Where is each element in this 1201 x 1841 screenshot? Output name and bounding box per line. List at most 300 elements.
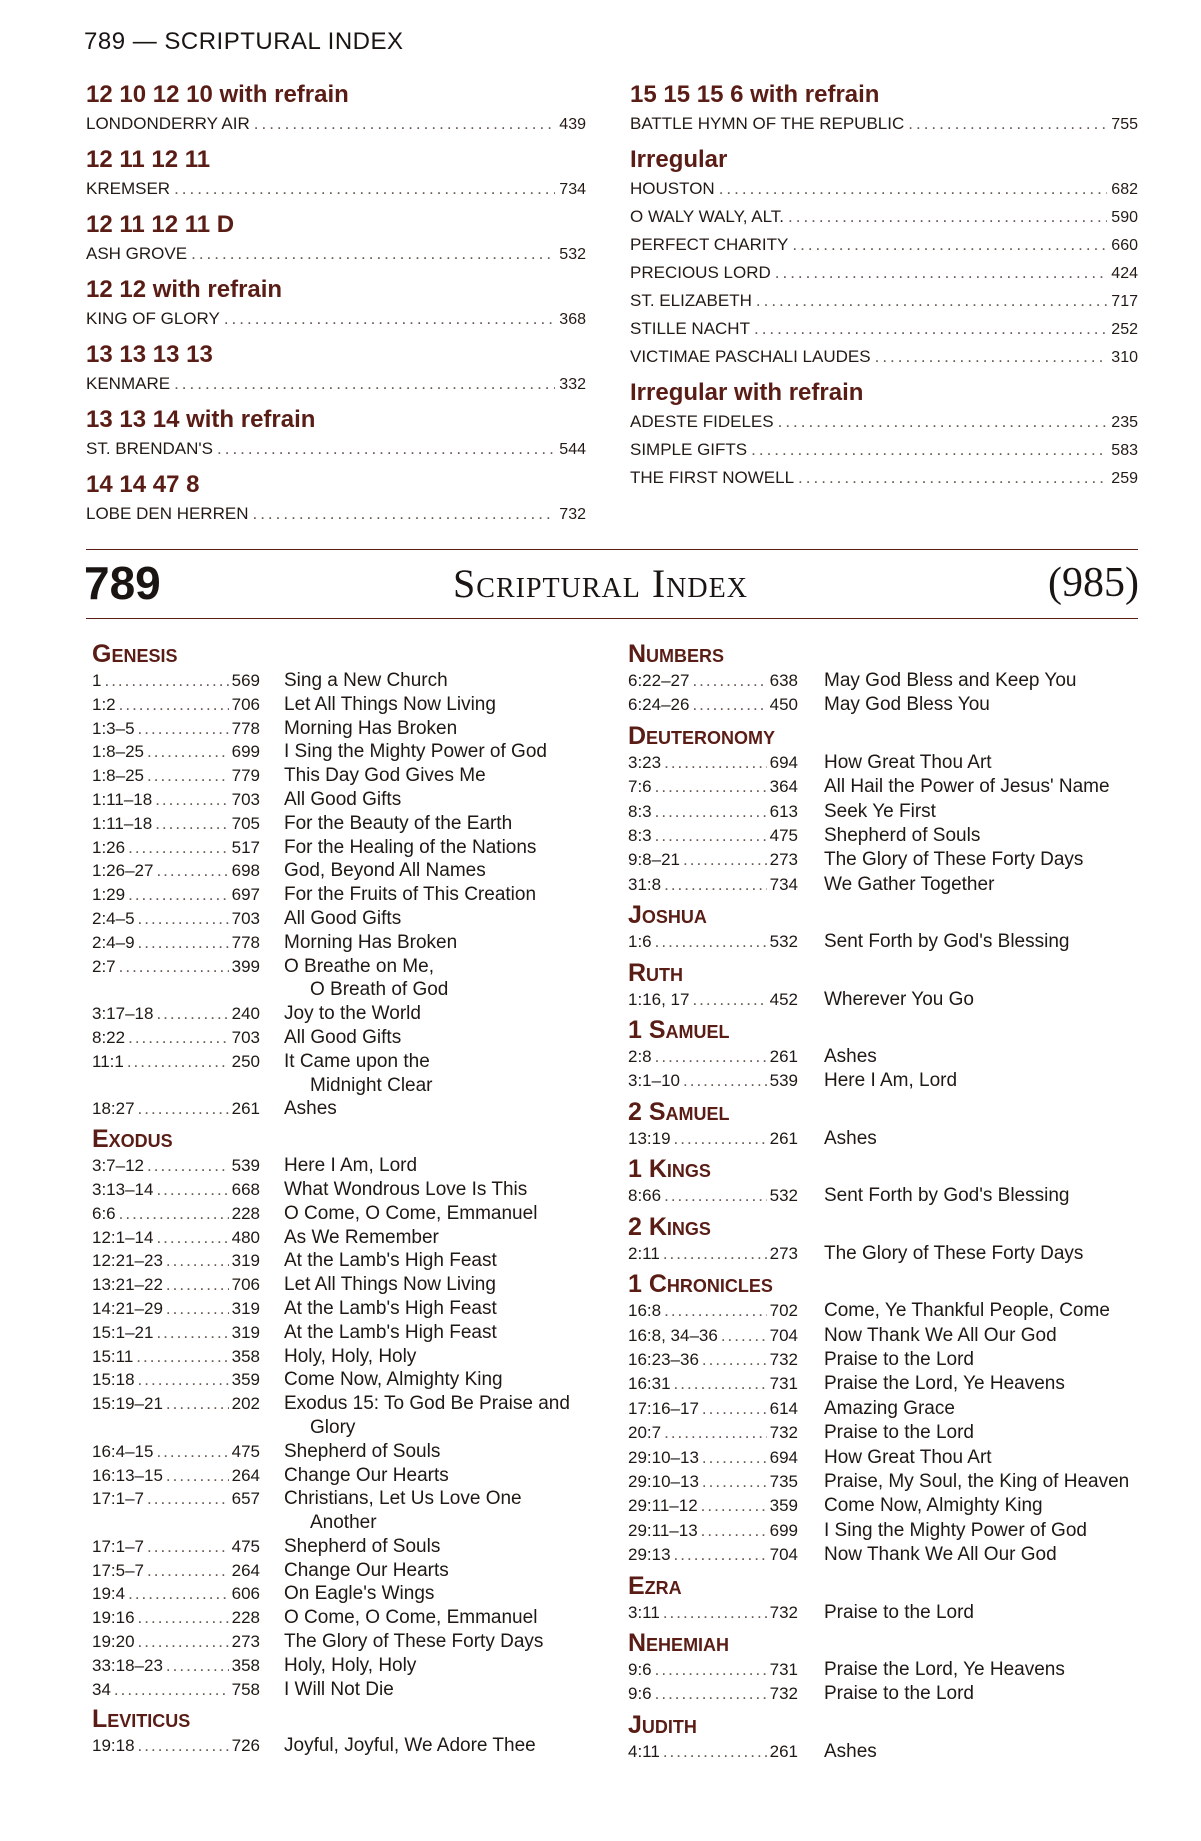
book-heading: 1 Samuel xyxy=(628,1016,730,1045)
hymn-title-line: Praise to the Lord xyxy=(824,1422,974,1444)
hymn-title-line: Praise the Lord, Ye Heavens xyxy=(824,1658,1065,1680)
scripture-reference: 15:18 xyxy=(92,1370,135,1390)
scripture-reference: 29:13 xyxy=(628,1545,671,1565)
tune-name: ST. BRENDAN'S xyxy=(86,439,213,458)
leader-dots xyxy=(128,1026,229,1050)
leader-dots xyxy=(155,812,228,836)
leader-dots xyxy=(798,464,1107,491)
tune-row xyxy=(630,436,1138,464)
hymn-number: 638 xyxy=(769,671,798,690)
index-entry xyxy=(628,1740,1148,1764)
leader-dots xyxy=(778,408,1108,435)
hymn-number: 699 xyxy=(769,1520,798,1540)
reference-cell xyxy=(92,1368,260,1392)
scripture-reference: 9:6 xyxy=(628,1684,652,1704)
scripture-reference: 19:18 xyxy=(92,1736,135,1756)
reference-cell xyxy=(628,848,798,872)
reference-cell xyxy=(92,859,260,883)
leader-dots xyxy=(138,1368,229,1392)
scripture-reference: 1:2 xyxy=(92,694,116,714)
hymn-title-line: It Came upon the xyxy=(284,1050,430,1072)
leader-dots xyxy=(655,1658,767,1682)
hymn-title-line: At the Lamb's High Feast xyxy=(284,1250,497,1272)
scripture-reference: 2:11 xyxy=(628,1243,660,1263)
hymn-title xyxy=(260,1487,592,1535)
leader-dots xyxy=(156,1178,228,1202)
scripture-reference: 33:18–23 xyxy=(92,1655,163,1675)
hymn-title-line: Now Thank We All Our God xyxy=(824,1544,1057,1566)
hymn-number: 358 xyxy=(231,1346,260,1366)
reference-cell xyxy=(628,1421,798,1445)
reference-cell xyxy=(628,988,798,1012)
meter-group xyxy=(630,378,1138,492)
scripture-reference: 16:23–36 xyxy=(628,1349,699,1369)
hymn-number: 450 xyxy=(769,695,798,715)
tune-name: VICTIMAE PASCHALI LAUDES xyxy=(630,347,871,366)
hymn-title xyxy=(260,1178,592,1202)
tune-row xyxy=(630,464,1138,492)
leader-dots xyxy=(664,1299,767,1323)
scripture-reference: 17:5–7 xyxy=(92,1560,144,1580)
hymn-title-line: Come, Ye Thankful People, Come xyxy=(824,1300,1110,1322)
scripture-reference: 8:22 xyxy=(92,1027,126,1047)
reference-cell xyxy=(92,883,260,907)
scripture-reference: 3:17–18 xyxy=(92,1004,154,1024)
leader-dots xyxy=(166,1273,229,1297)
hymn-number: 252 xyxy=(1111,321,1138,338)
hymn-number: 699 xyxy=(231,742,260,762)
reference-cell xyxy=(628,693,798,717)
hymn-title xyxy=(260,1202,592,1226)
hymn-number: 259 xyxy=(1111,470,1138,487)
tune-name: KREMSER xyxy=(86,179,171,198)
index-entry xyxy=(92,1559,592,1583)
scripture-reference: 1:16, 17 xyxy=(628,989,690,1009)
index-entry xyxy=(628,988,1148,1012)
index-entry xyxy=(92,955,592,1003)
meter-heading: Irregular with refrain xyxy=(630,379,864,406)
index-entry xyxy=(628,848,1148,872)
hymn-title xyxy=(798,1446,1148,1470)
leader-dots xyxy=(775,259,1108,286)
meter-heading: 12 12 with refrain xyxy=(86,276,283,303)
tune-name: ST. ELIZABETH xyxy=(630,291,752,310)
scripture-reference: 6:24–26 xyxy=(628,695,690,715)
hymn-title xyxy=(260,1026,592,1050)
hymn-title-line: Ashes xyxy=(824,1740,877,1762)
hymn-number: 731 xyxy=(769,1374,798,1394)
reference-cell xyxy=(92,1392,260,1416)
hymn-title xyxy=(260,1050,592,1098)
leader-dots xyxy=(701,1494,767,1518)
reference-cell xyxy=(628,1324,798,1348)
hymn-number: 364 xyxy=(769,777,798,797)
reference-cell xyxy=(92,931,260,955)
hymn-title-line: Come Now, Almighty King xyxy=(824,1495,1043,1517)
hymn-title xyxy=(798,1127,1148,1151)
hymn-title-line: Sing a New Church xyxy=(284,670,448,691)
index-entry xyxy=(92,1050,592,1098)
reference-cell xyxy=(92,1464,260,1488)
hymn-title xyxy=(260,1273,592,1297)
scripture-reference: 3:23 xyxy=(628,752,662,772)
index-entry xyxy=(92,883,592,907)
hymn-title xyxy=(260,1535,592,1559)
leader-dots xyxy=(128,836,229,860)
scripture-reference: 1 xyxy=(92,671,102,690)
hymn-title-line: I Sing the Mighty Power of God xyxy=(284,741,547,763)
meter-index-right-column xyxy=(630,80,1138,499)
hymn-number: 694 xyxy=(769,752,798,772)
index-entry xyxy=(92,1368,592,1392)
scripture-reference: 16:4–15 xyxy=(92,1441,154,1461)
hymn-title-line: Here I Am, Lord xyxy=(284,1155,418,1177)
hymn-number: 228 xyxy=(231,1203,260,1223)
scripture-reference: 16:13–15 xyxy=(92,1465,163,1485)
tune-name: STILLE NACHT xyxy=(630,319,750,338)
hymn-title xyxy=(798,1740,1148,1764)
scripture-reference: 6:22–27 xyxy=(628,671,690,690)
hymn-number: 359 xyxy=(231,1370,260,1390)
hymn-title xyxy=(798,1470,1148,1494)
hymn-number: 264 xyxy=(231,1560,260,1580)
leader-dots xyxy=(147,1535,229,1559)
hymn-title xyxy=(260,1654,592,1678)
scripture-reference: 20:7 xyxy=(628,1423,662,1443)
scripture-reference: 29:11–13 xyxy=(628,1520,698,1540)
hymn-title-line: Holy, Holy, Holy xyxy=(284,1345,417,1367)
reference-cell xyxy=(92,1345,260,1369)
hymn-title xyxy=(260,1734,592,1758)
tune-name: BATTLE HYMN OF THE REPUBLIC xyxy=(630,114,905,133)
hymn-number: 660 xyxy=(1111,237,1138,254)
index-entry xyxy=(92,1582,592,1606)
hymn-title-line: All Good Gifts xyxy=(284,1026,402,1048)
index-entry xyxy=(628,800,1148,824)
index-entry xyxy=(92,1202,592,1226)
scripture-reference: 9:8–21 xyxy=(628,850,680,870)
scripture-reference: 1:26 xyxy=(92,837,126,857)
hymn-title-line: O Come, O Come, Emmanuel xyxy=(284,1607,538,1629)
leader-dots xyxy=(217,435,555,462)
reference-cell xyxy=(628,1184,798,1208)
hymn-title-line: Sent Forth by God's Blessing xyxy=(824,931,1070,953)
hymn-title xyxy=(798,669,1148,693)
leader-dots xyxy=(147,1487,229,1511)
book-heading: 1 Kings xyxy=(628,1155,711,1184)
reference-cell xyxy=(628,1519,798,1543)
index-entry xyxy=(92,1097,592,1121)
reference-cell xyxy=(628,1470,798,1494)
index-entry xyxy=(628,1519,1148,1543)
hymn-title-line: God, Beyond All Names xyxy=(284,860,486,882)
hymn-number: 694 xyxy=(769,1447,798,1467)
hymn-title xyxy=(260,1392,592,1440)
index-entry xyxy=(628,1242,1148,1266)
leader-dots xyxy=(147,1559,229,1583)
scripture-reference: 6:6 xyxy=(92,1203,116,1223)
meter-group xyxy=(86,80,586,138)
hymn-number: 240 xyxy=(231,1004,260,1024)
section-bottom-rule xyxy=(86,618,1138,619)
scripture-left-column xyxy=(92,636,592,1758)
hymn-number: 705 xyxy=(231,813,260,833)
hymn-title xyxy=(260,1464,592,1488)
scripture-reference: 19:16 xyxy=(92,1608,135,1628)
tune-row xyxy=(630,175,1138,203)
reference-cell xyxy=(92,1535,260,1559)
scripture-reference: 1:29 xyxy=(92,885,126,905)
tune-name: KENMARE xyxy=(86,374,171,393)
scripture-reference: 2:4–9 xyxy=(92,932,135,952)
scripture-right-column xyxy=(628,636,1148,1764)
hymn-title-line: Ashes xyxy=(824,1127,877,1149)
scripture-reference: 13:19 xyxy=(628,1128,671,1148)
hymn-title-line: All Good Gifts xyxy=(284,788,402,810)
reference-cell xyxy=(628,800,798,824)
leader-dots xyxy=(156,1321,228,1345)
leader-dots xyxy=(166,1249,229,1273)
leader-dots xyxy=(692,988,766,1012)
hymn-number: 703 xyxy=(231,1027,260,1047)
leader-dots xyxy=(683,1069,767,1093)
section-title: Scriptural Index xyxy=(453,561,748,606)
reference-cell xyxy=(92,717,260,741)
hymn-title xyxy=(798,1324,1148,1348)
hymn-title-line: For the Beauty of the Earth xyxy=(284,812,513,834)
reference-cell xyxy=(92,1050,260,1074)
hymn-number: 532 xyxy=(769,932,798,952)
tune-row xyxy=(630,203,1138,231)
leader-dots xyxy=(155,788,228,812)
book-heading: Ezra xyxy=(628,1571,682,1600)
scripture-reference: 2:4–5 xyxy=(92,908,135,928)
leader-dots xyxy=(664,873,767,897)
hymn-number: 228 xyxy=(231,1608,260,1628)
hymn-number: 778 xyxy=(231,932,260,952)
reference-cell xyxy=(628,824,798,848)
leader-dots xyxy=(663,1740,767,1764)
reference-cell xyxy=(92,1678,260,1702)
index-entry xyxy=(92,1678,592,1702)
tune-row xyxy=(86,175,586,203)
hymn-number: 273 xyxy=(769,850,798,870)
index-entry xyxy=(92,907,592,931)
hymn-number: 310 xyxy=(1111,349,1138,366)
hymn-title xyxy=(260,669,592,693)
tune-row xyxy=(86,500,586,528)
scripture-reference: 14:21–29 xyxy=(92,1298,163,1318)
leader-dots xyxy=(756,287,1107,314)
leader-dots xyxy=(663,1242,767,1266)
leader-dots xyxy=(702,1348,767,1372)
scripture-reference: 3:13–14 xyxy=(92,1179,154,1199)
index-entry xyxy=(92,1297,592,1321)
reference-cell xyxy=(92,955,260,979)
hymn-title-line: Wherever You Go xyxy=(824,988,974,1010)
hymn-title xyxy=(798,930,1148,954)
hymn-number: 732 xyxy=(559,506,586,523)
scripture-reference: 15:1–21 xyxy=(92,1322,154,1342)
hymn-title-line: Christians, Let Us Love One xyxy=(284,1488,522,1510)
hymn-number: 319 xyxy=(231,1322,260,1342)
hymn-number: 590 xyxy=(1111,209,1138,226)
book-heading: Nehemiah xyxy=(628,1628,730,1657)
hymn-title-line: Ashes xyxy=(824,1046,877,1068)
hymn-title-line: At the Lamb's High Feast xyxy=(284,1297,497,1319)
reference-cell xyxy=(92,1321,260,1345)
hymn-title xyxy=(260,1154,592,1178)
scripture-reference: 2:8 xyxy=(628,1047,652,1067)
leader-dots xyxy=(702,1446,767,1470)
hymn-title xyxy=(260,693,592,717)
book-heading: Joshua xyxy=(628,901,707,930)
section-top-rule xyxy=(86,549,1138,550)
leader-dots xyxy=(655,800,767,824)
leader-dots xyxy=(683,848,767,872)
hymn-title-line: Exodus 15: To God Be Praise and xyxy=(284,1393,570,1415)
hymn-title xyxy=(798,1045,1148,1069)
hymn-title xyxy=(260,717,592,741)
hymn-title-line: Praise to the Lord xyxy=(824,1348,974,1370)
index-entry xyxy=(628,1397,1148,1421)
index-entry xyxy=(92,859,592,883)
tune-row xyxy=(630,287,1138,315)
book-heading: Genesis xyxy=(92,640,178,668)
reference-cell xyxy=(628,930,798,954)
leader-dots xyxy=(147,740,229,764)
reference-cell xyxy=(92,1026,260,1050)
meter-group xyxy=(86,405,586,463)
hymn-title xyxy=(798,1242,1148,1266)
hymn-title-line: Change Our Hearts xyxy=(284,1464,449,1486)
scripture-reference: 1:6 xyxy=(628,932,652,952)
reference-cell xyxy=(92,1002,260,1026)
hymn-title-line: Change Our Hearts xyxy=(284,1559,449,1581)
reference-cell xyxy=(628,1601,798,1625)
hymn-number: 706 xyxy=(231,694,260,714)
reference-cell xyxy=(92,1226,260,1250)
hymn-number: 261 xyxy=(769,1741,798,1761)
meter-group xyxy=(86,275,586,333)
leader-dots xyxy=(138,1606,229,1630)
tune-row xyxy=(86,240,586,268)
book-heading: Judith xyxy=(628,1710,697,1739)
hymn-title-line: How Great Thou Art xyxy=(824,751,992,773)
scripture-reference: 13:21–22 xyxy=(92,1275,163,1295)
hymn-title xyxy=(260,1321,592,1345)
index-entry xyxy=(628,669,1148,693)
hymn-title-line: All Hail the Power of Jesus' Name xyxy=(824,776,1110,798)
hymn-title-line: Praise to the Lord xyxy=(824,1601,974,1623)
hymn-number: 726 xyxy=(231,1736,260,1756)
hymn-title xyxy=(260,1678,592,1702)
index-entry xyxy=(628,1348,1148,1372)
hymn-number: 706 xyxy=(231,1275,260,1295)
hymn-number: 702 xyxy=(769,1301,798,1321)
hymn-number: 734 xyxy=(769,874,798,894)
hymn-number: 319 xyxy=(231,1251,260,1271)
hymn-number: 732 xyxy=(769,1349,798,1369)
leader-dots xyxy=(119,955,229,979)
leader-dots xyxy=(147,1154,229,1178)
leader-dots xyxy=(788,203,1107,230)
index-entry xyxy=(92,1464,592,1488)
leader-dots xyxy=(875,343,1108,370)
leader-dots xyxy=(174,175,555,202)
hymn-title xyxy=(798,1601,1148,1625)
reference-cell xyxy=(92,836,260,860)
index-entry xyxy=(92,1345,592,1369)
leader-dots xyxy=(664,1421,767,1445)
hymn-number: 703 xyxy=(231,908,260,928)
hymn-title-line: I Sing the Mighty Power of God xyxy=(824,1519,1087,1541)
hymn-title xyxy=(798,824,1148,848)
index-entry xyxy=(628,1299,1148,1323)
tune-row xyxy=(86,110,586,138)
reference-cell xyxy=(92,1097,260,1121)
index-entry xyxy=(92,836,592,860)
hymn-title-line: Let All Things Now Living xyxy=(284,1274,496,1296)
hymn-number: 697 xyxy=(231,885,260,905)
hymn-title-continuation: Another xyxy=(310,1512,377,1534)
reference-cell xyxy=(628,1682,798,1706)
scripture-reference: 18:27 xyxy=(92,1099,135,1119)
hymn-title-line: Amazing Grace xyxy=(824,1397,955,1419)
hymn-title-line: Praise to the Lord xyxy=(824,1683,974,1705)
tune-row xyxy=(86,370,586,398)
hymn-number: 734 xyxy=(559,181,586,198)
hymn-title-line: All Good Gifts xyxy=(284,907,402,929)
index-entry xyxy=(92,812,592,836)
leader-dots xyxy=(138,1630,229,1654)
hymn-title xyxy=(260,907,592,931)
hymn-number: 480 xyxy=(231,1227,260,1247)
leader-dots xyxy=(156,1440,228,1464)
leader-dots xyxy=(674,1543,767,1567)
hymn-title xyxy=(260,1606,592,1630)
hymn-number: 668 xyxy=(231,1179,260,1199)
scripture-reference: 8:66 xyxy=(628,1186,662,1206)
index-entry xyxy=(92,693,592,717)
reference-cell xyxy=(628,1397,798,1421)
leader-dots xyxy=(166,1297,229,1321)
hymn-title-line: Morning Has Broken xyxy=(284,931,458,953)
hymn-title xyxy=(260,740,592,764)
index-entry xyxy=(92,1392,592,1440)
reference-cell xyxy=(92,1440,260,1464)
hymn-number: 717 xyxy=(1111,293,1138,310)
reference-cell xyxy=(628,1543,798,1567)
index-entry xyxy=(628,1658,1148,1682)
leader-dots xyxy=(655,930,767,954)
leader-dots xyxy=(119,1202,229,1226)
index-entry xyxy=(628,1421,1148,1445)
reference-cell xyxy=(628,873,798,897)
hymn-title xyxy=(798,1184,1148,1208)
reference-cell xyxy=(628,1372,798,1396)
reference-cell xyxy=(92,1487,260,1511)
hymn-number: 332 xyxy=(559,376,586,393)
leader-dots xyxy=(128,1582,229,1606)
scripture-reference: 31:8 xyxy=(628,874,662,894)
index-entry xyxy=(628,1127,1148,1151)
hymn-title-line: As We Remember xyxy=(284,1226,439,1248)
book-heading: Deuteronomy xyxy=(628,721,776,750)
hymn-title-line: Praise the Lord, Ye Heavens xyxy=(824,1373,1065,1395)
hymn-number: 250 xyxy=(231,1051,260,1071)
tune-name: O WALY WALY, ALT. xyxy=(630,207,785,226)
